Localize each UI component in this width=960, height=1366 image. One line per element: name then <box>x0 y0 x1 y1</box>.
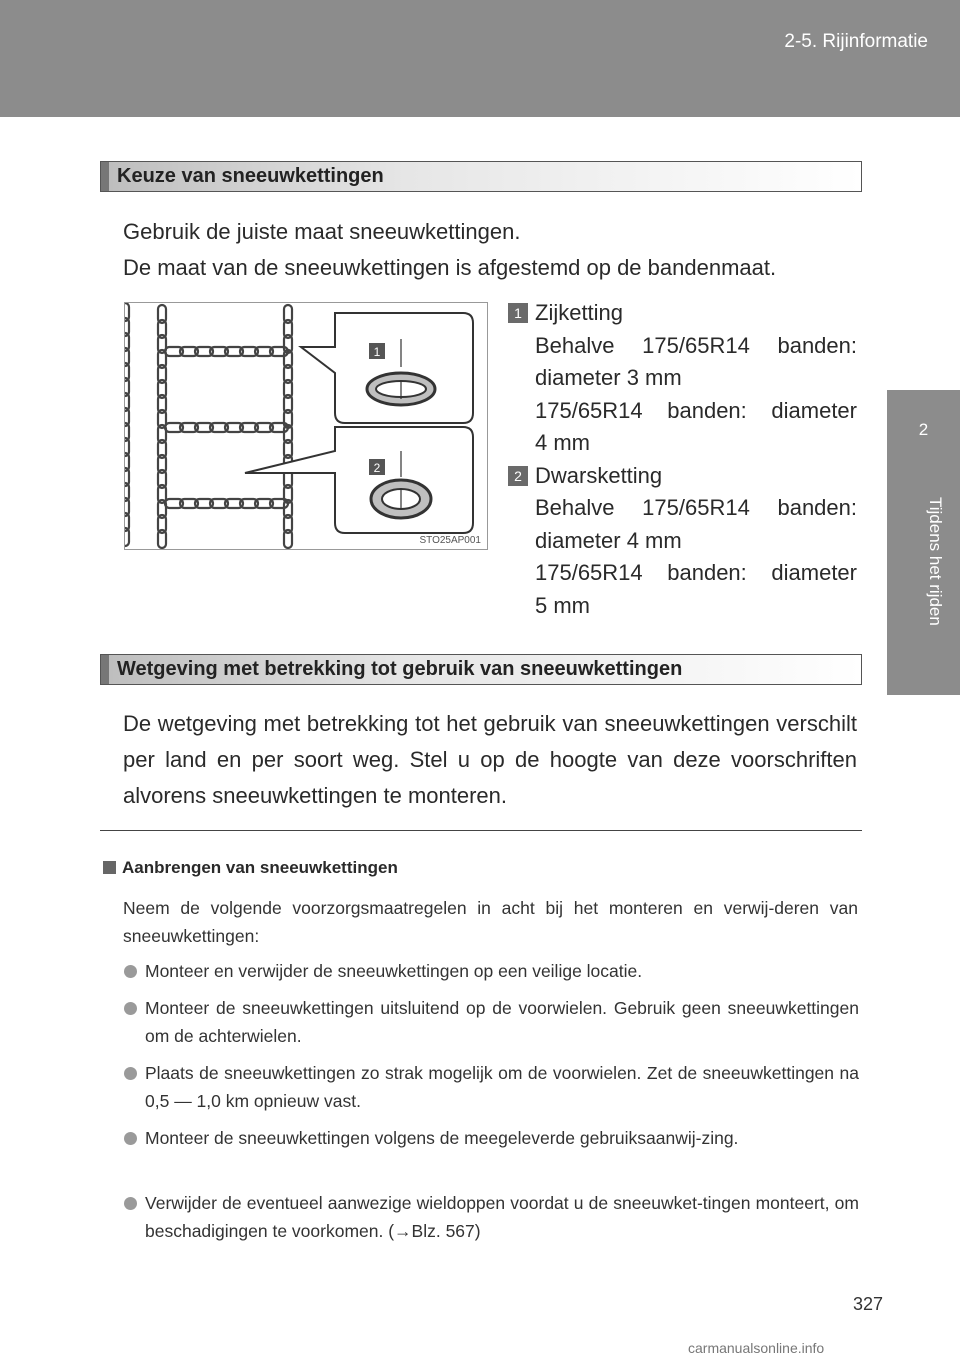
note-bullet-3-text: Plaats de sneeuwkettingen zo strak mogelijk om de voorwielen. Zet de sneeuwkettingen na 0,5 — 1,0 km opnieuw vast. <box>145 1063 859 1111</box>
legend-item-2-title: Dwarsketting <box>535 462 663 488</box>
section2-paragraph: De wetgeving met betrekking tot het gebruik van sneeuwkettingen verschilt per land en per soort weg. Stel u op de hoogte van deze voorschriften alvorens sneeuwkettingen te monteren. <box>123 711 857 808</box>
section1-line1: Gebruik de juiste maat sneeuwkettingen. <box>123 219 521 244</box>
legend-badge-1: 1 <box>508 303 528 323</box>
circle-bullet-icon <box>124 1197 137 1210</box>
side-tab-blank <box>887 117 960 390</box>
legend-item-2-line1: Behalve 175/65R14 banden: <box>535 495 857 520</box>
watermark: carmanualsonline.info <box>688 1340 825 1356</box>
snow-chain-illustration <box>124 302 488 550</box>
legend-item-1-line4: 4 mm <box>535 430 590 455</box>
figure-code: STO25AP001 <box>419 535 481 546</box>
legend-item-2-line4: 5 mm <box>535 592 590 618</box>
figure-badge-1: 1 <box>373 345 381 359</box>
note-bullet-3 <box>124 1059 859 1115</box>
note-bullet-1 <box>124 957 859 985</box>
section-heading-chain-choice: Keuze van sneeuwkettingen <box>100 161 862 192</box>
circle-bullet-icon <box>124 1067 137 1080</box>
circle-bullet-icon <box>124 965 137 978</box>
note-bullet-5-text: Verwijder de eventueel aanwezige wieldoppen voordat u de sneeuwket-tingen monteert, om beschadigingen te voorkomen. (→Blz. 567) <box>145 1193 859 1241</box>
figure-legend <box>508 297 857 622</box>
page-number: 327 <box>853 1294 884 1314</box>
snow-chain-drawing <box>125 303 487 549</box>
divider-rule <box>100 830 862 831</box>
legend-item-1-line1: Behalve 175/65R14 banden: <box>535 332 857 358</box>
side-tab-number: 2 <box>918 420 929 439</box>
legend-item-1-line2: diameter 3 mm <box>535 365 682 390</box>
note-bullet-2 <box>124 994 859 1050</box>
note-bullet-4-text: Monteer de sneeuwkettingen volgens de meegeleverde gebruiksaanwij-zing. <box>145 1128 739 1148</box>
note-title <box>103 858 398 878</box>
legend-item-2-line3: 175/65R14 banden: diameter <box>535 560 857 585</box>
note-title-text: Aanbrengen van sneeuwkettingen <box>122 858 398 877</box>
legend-item-2-line2: diameter 4 mm <box>535 527 682 553</box>
note-bullet-4 <box>124 1124 859 1152</box>
section1-line2: De maat van de sneeuwkettingen is afgestemd op de bandenmaat. <box>123 255 777 280</box>
note-bullet-5 <box>124 1189 859 1245</box>
legend-item-1-title: Zijketting <box>535 300 624 325</box>
note-bullet-2-text: Monteer de sneeuwkettingen uitsluitend op de voorwielen. Gebruik geen sneeuwkettingen om de achterwielen. <box>145 998 859 1046</box>
legend-item-2 <box>508 460 857 493</box>
header-band <box>0 0 960 117</box>
legend-badge-2: 2 <box>508 466 528 486</box>
side-tab-label: Tijdens het rijden <box>926 497 945 626</box>
section-heading-legislation: Wetgeving met betrekking tot gebruik van sneeuwkettingen <box>100 654 862 685</box>
legend-item-1 <box>508 297 857 330</box>
legend-item-1-line3: 175/65R14 banden: diameter <box>535 397 857 423</box>
header-section-title: 2-5. Rijinformatie <box>784 31 928 52</box>
circle-bullet-icon <box>124 1132 137 1145</box>
figure-badge-2: 2 <box>373 461 381 475</box>
circle-bullet-icon <box>124 1002 137 1015</box>
note-intro: Neem de volgende voorzorgsmaatregelen in acht bij het monteren en verwij-deren van sneeuwkettingen: <box>123 898 858 946</box>
square-bullet-icon <box>103 861 116 874</box>
note-bullet-1-text: Monteer en verwijder de sneeuwkettingen op een veilige locatie. <box>145 961 643 981</box>
